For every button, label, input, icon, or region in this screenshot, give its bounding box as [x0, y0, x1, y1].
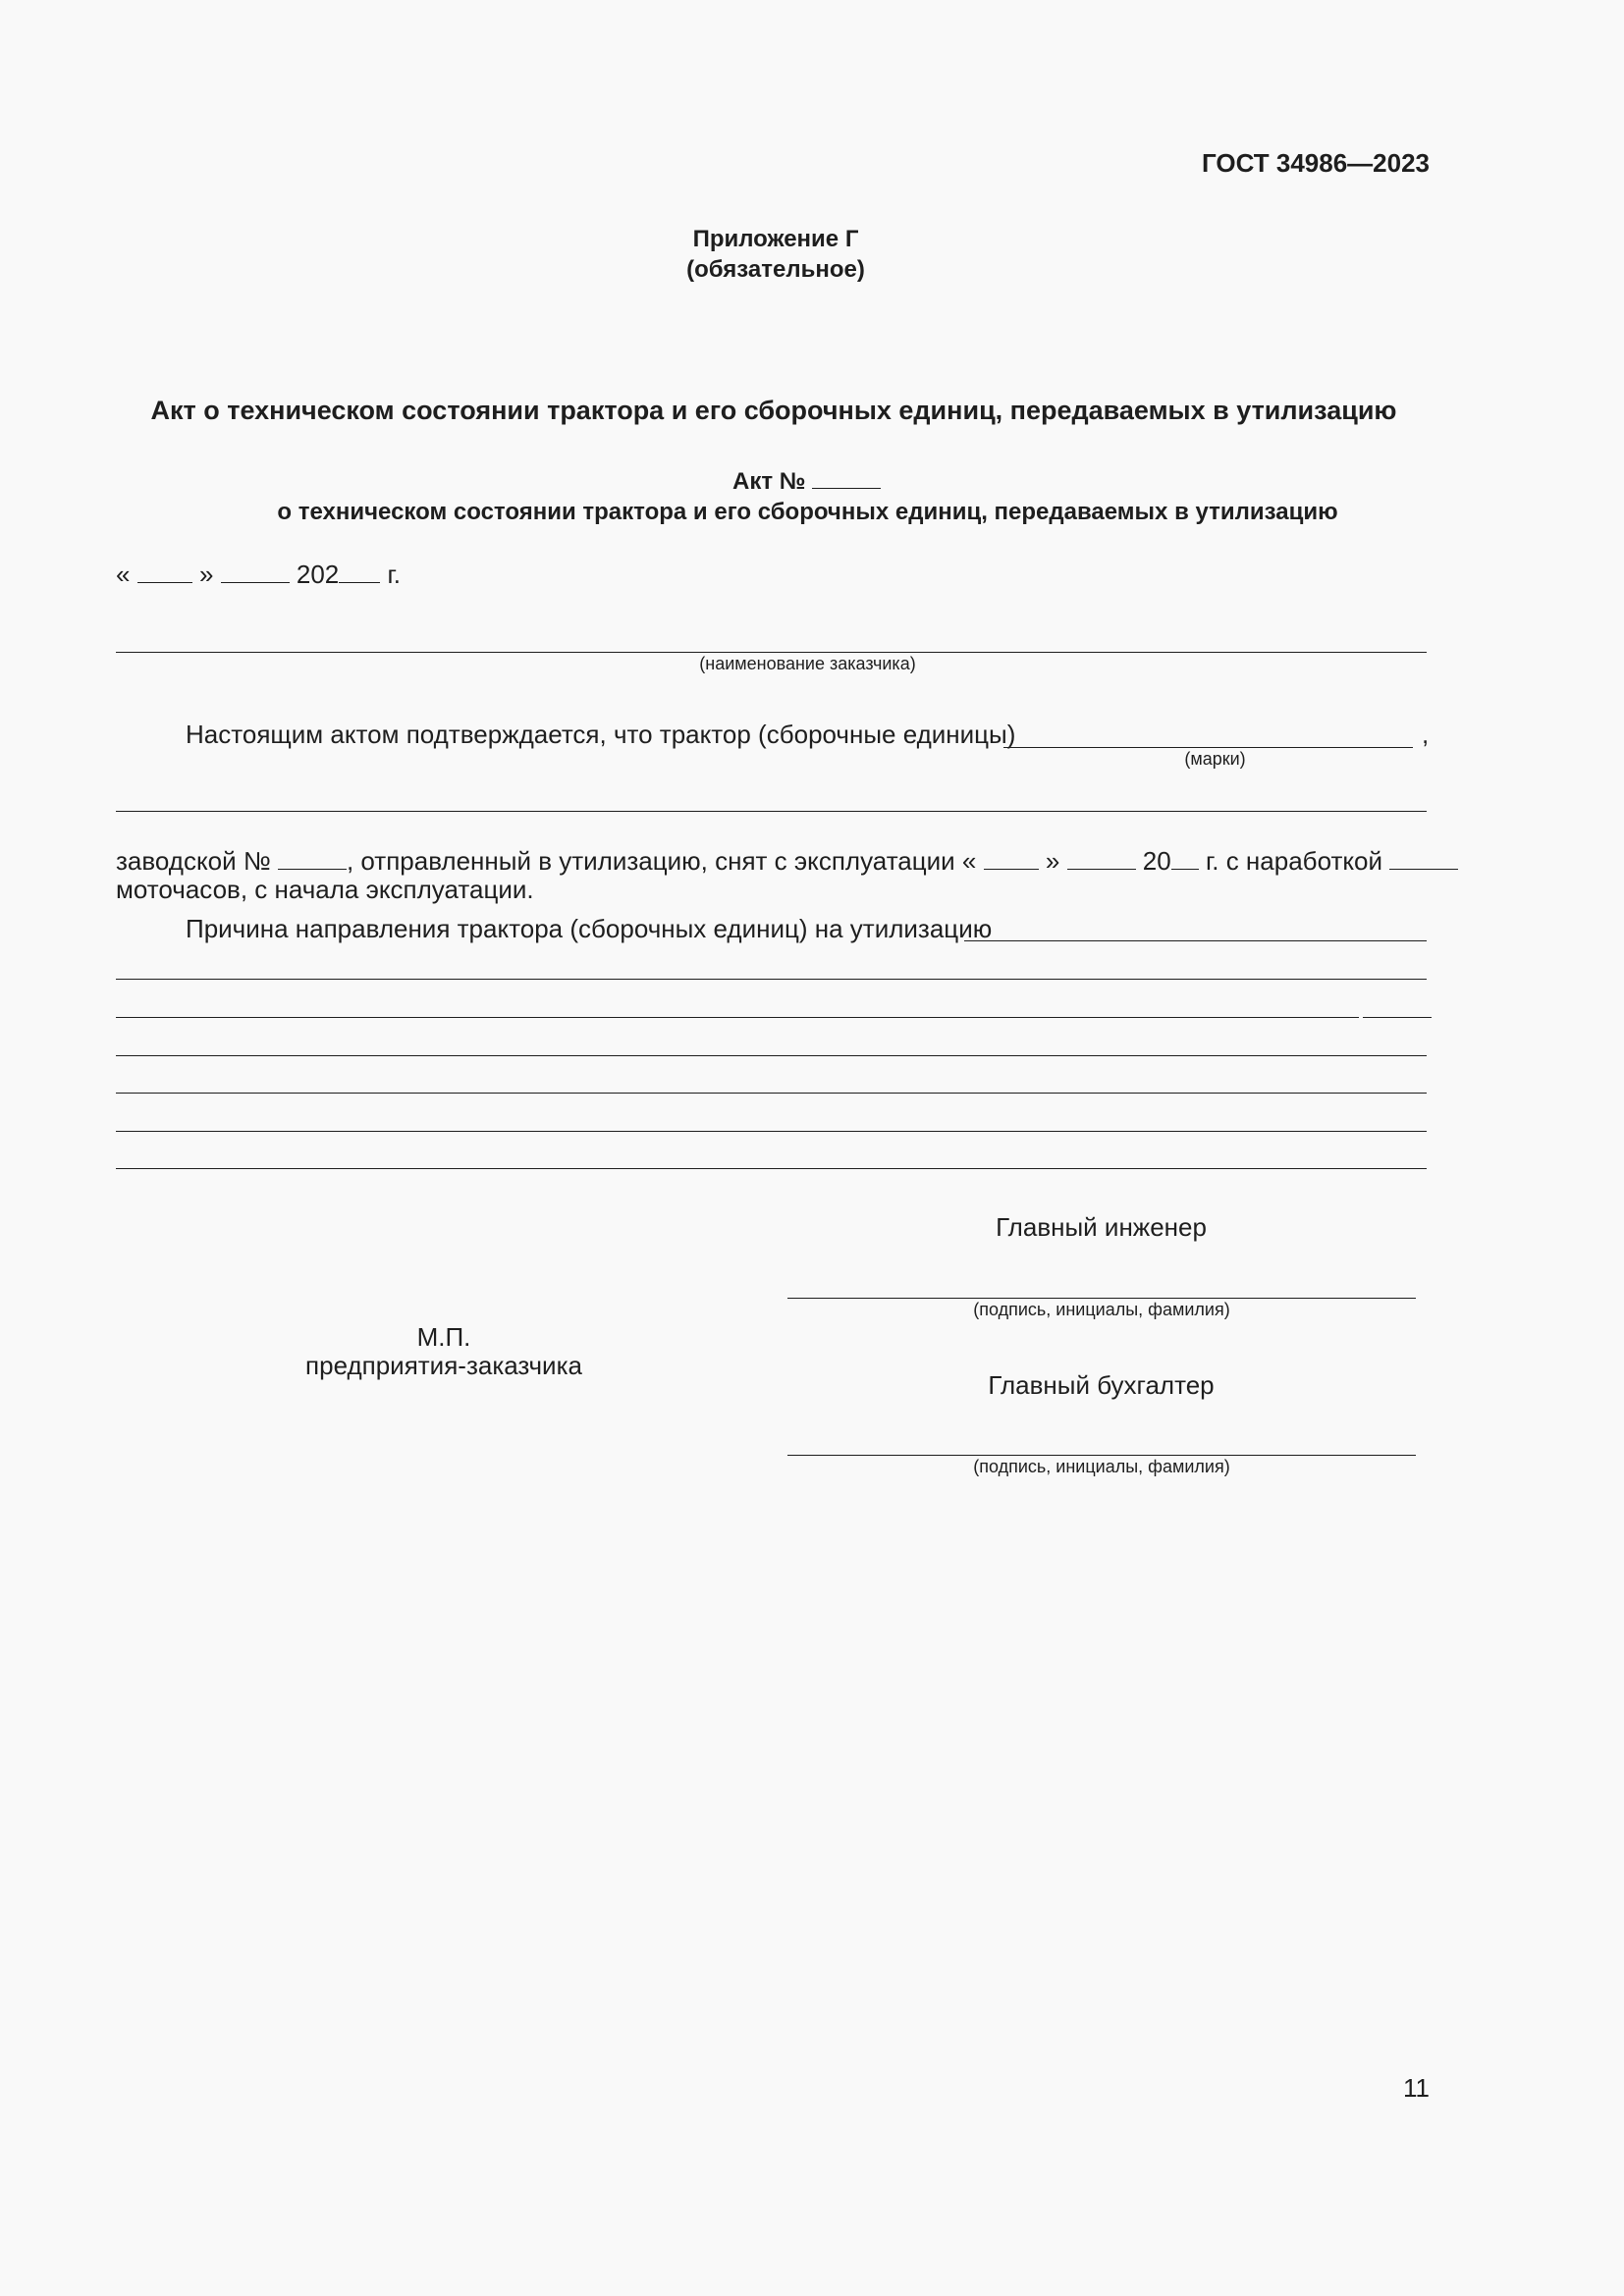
- reason-line-5[interactable]: [116, 1093, 1427, 1094]
- stamp-label: М.П.: [416, 1322, 471, 1352]
- date-close-quote: »: [198, 560, 214, 589]
- act-number-label: Акт №: [732, 468, 806, 495]
- confirmation-comma: ,: [1422, 720, 1430, 749]
- act-subtitle: о техническом состоянии трактора и его сборочных единиц, передаваемых в утилизацию: [277, 499, 1338, 525]
- year-prefix: 202: [296, 560, 340, 589]
- decommission-year-blank[interactable]: [1171, 845, 1199, 870]
- page-number: 11: [1403, 2073, 1430, 2103]
- operating-hours-label: г. с наработкой: [1205, 846, 1383, 876]
- tractor-mark-line-2[interactable]: [116, 811, 1427, 812]
- reason-line-1[interactable]: [964, 940, 1427, 941]
- chief-engineer-caption: (подпись, инициалы, фамилия): [973, 1300, 1230, 1319]
- marks-caption: (марки): [1184, 749, 1246, 769]
- decommission-day-blank[interactable]: [984, 845, 1039, 870]
- reason-line-6[interactable]: [116, 1131, 1427, 1132]
- factory-number-blank[interactable]: [278, 845, 347, 870]
- standard-code: ГОСТ 34986—2023: [1202, 148, 1430, 178]
- reason-line-4[interactable]: [116, 1055, 1427, 1056]
- act-number-blank[interactable]: [812, 464, 881, 489]
- reason-line-3-tail[interactable]: [1363, 1017, 1432, 1018]
- year-suffix: г.: [387, 560, 402, 589]
- factory-line: [116, 845, 1458, 876]
- reason-line-7[interactable]: [116, 1168, 1427, 1169]
- decommission-year-prefix: 20: [1142, 846, 1171, 876]
- operating-hours-blank[interactable]: [1389, 845, 1458, 870]
- chief-accountant-caption: (подпись, инициалы, фамилия): [973, 1457, 1230, 1476]
- act-number: [732, 464, 881, 496]
- reason-line-3[interactable]: [116, 1017, 1359, 1018]
- customer-caption: (наименование заказчика): [699, 654, 916, 673]
- date-line: [116, 559, 401, 589]
- hours-line: моточасов, с начала эксплуатации.: [116, 875, 534, 904]
- month-blank[interactable]: [221, 559, 290, 583]
- year-blank[interactable]: [339, 559, 380, 583]
- decommission-close-quote: »: [1045, 846, 1060, 876]
- date-open-quote: «: [116, 560, 131, 589]
- reason-label: Причина направления трактора (сборочных единиц) на утилизацию: [186, 914, 993, 943]
- appendix-title: Приложение Г: [692, 226, 859, 252]
- chief-engineer-label: Главный инженер: [996, 1212, 1207, 1242]
- confirmation-text: Настоящим актом подтверждается, что трактор (сборочные единицы): [186, 720, 1016, 749]
- appendix-status: (обязательное): [686, 256, 865, 283]
- chief-accountant-label: Главный бухгалтер: [988, 1370, 1215, 1400]
- decommission-month-blank[interactable]: [1067, 845, 1136, 870]
- reason-line-2[interactable]: [116, 979, 1427, 980]
- decommission-text: , отправленный в утилизацию, снят с эксплуатации «: [346, 846, 977, 876]
- factory-number-label: заводской №: [116, 846, 271, 876]
- day-blank[interactable]: [137, 559, 192, 583]
- main-title: Акт о техническом состоянии трактора и его сборочных единиц, передаваемых в утилизацию: [150, 396, 1397, 425]
- stamp-owner: предприятия-заказчика: [305, 1351, 582, 1380]
